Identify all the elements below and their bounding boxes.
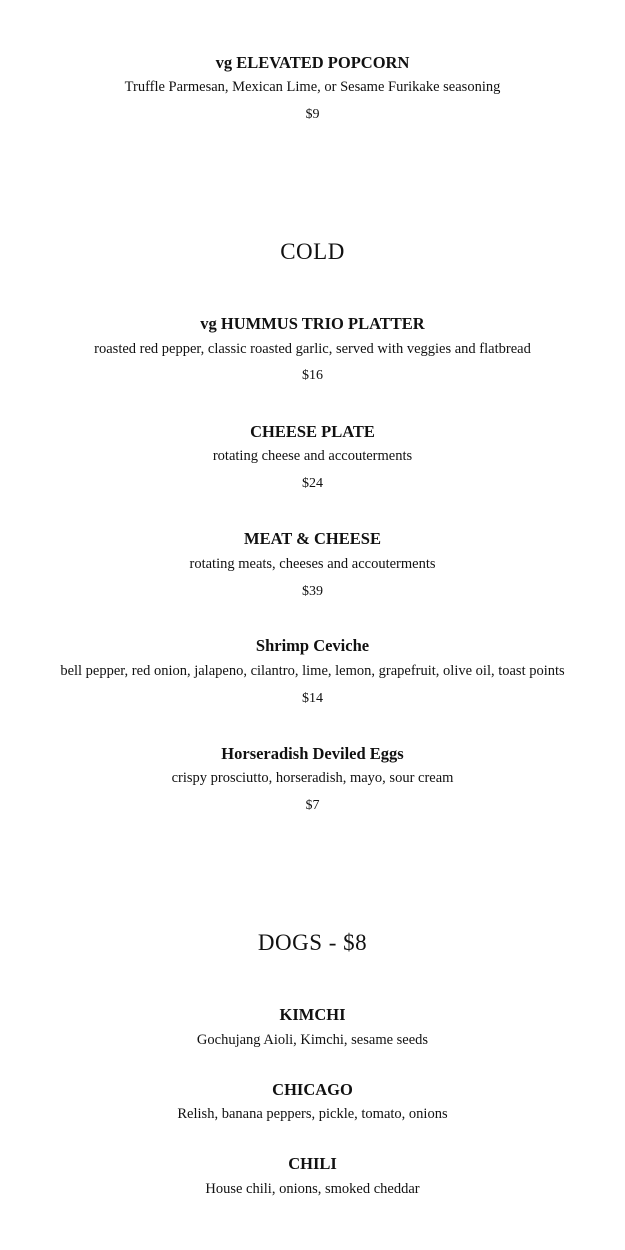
menu-item-description: Relish, banana peppers, pickle, tomato, onions [177,1106,448,1122]
menu-item-description: Gochujang Aioli, Kimchi, sesame seeds [196,1032,429,1048]
menu-item-name: KIMCHI [279,1005,346,1024]
menu-item-name: vg ELEVATED POPCORN [215,53,410,72]
menu-item-description: rotating cheese and accouterments [212,448,413,464]
menu-item-description: Truffle Parmesan, Mexican Lime, or Sesame Furikake seasoning [124,79,501,95]
menu-item-description: bell pepper, red onion, jalapeno, cilantro, lime, lemon, grapefruit, olive oil, toast points [60,663,565,679]
menu-item-description: rotating meats, cheeses and accouterments [189,556,436,572]
menu-item-price: $9 [305,107,320,122]
menu-item-description: roasted red pepper, classic roasted garlic, served with veggies and flatbread [94,341,531,357]
menu-item-name: vg HUMMUS TRIO PLATTER [200,314,425,333]
menu-item-description: crispy prosciutto, horseradish, mayo, sour cream [171,770,454,786]
menu-item-name: CHICAGO [272,1080,353,1099]
menu-item-name: CHEESE PLATE [250,422,375,441]
section-title-dogs: DOGS - $8 [257,930,368,955]
menu-item-price: $14 [302,691,323,706]
menu-item-price: $16 [302,368,323,383]
section-title-cold: COLD [280,239,345,264]
menu-item-price: $24 [302,476,323,491]
menu-item-name: Shrimp Ceviche [255,636,370,655]
menu-item-price: $39 [302,584,323,599]
menu-item-name: MEAT & CHEESE [244,529,381,548]
menu-item-price: $7 [305,798,320,813]
menu-item-name: CHILI [288,1154,337,1173]
menu-item-description: House chili, onions, smoked cheddar [205,1181,420,1197]
menu-item-name: Horseradish Deviled Eggs [221,744,404,763]
